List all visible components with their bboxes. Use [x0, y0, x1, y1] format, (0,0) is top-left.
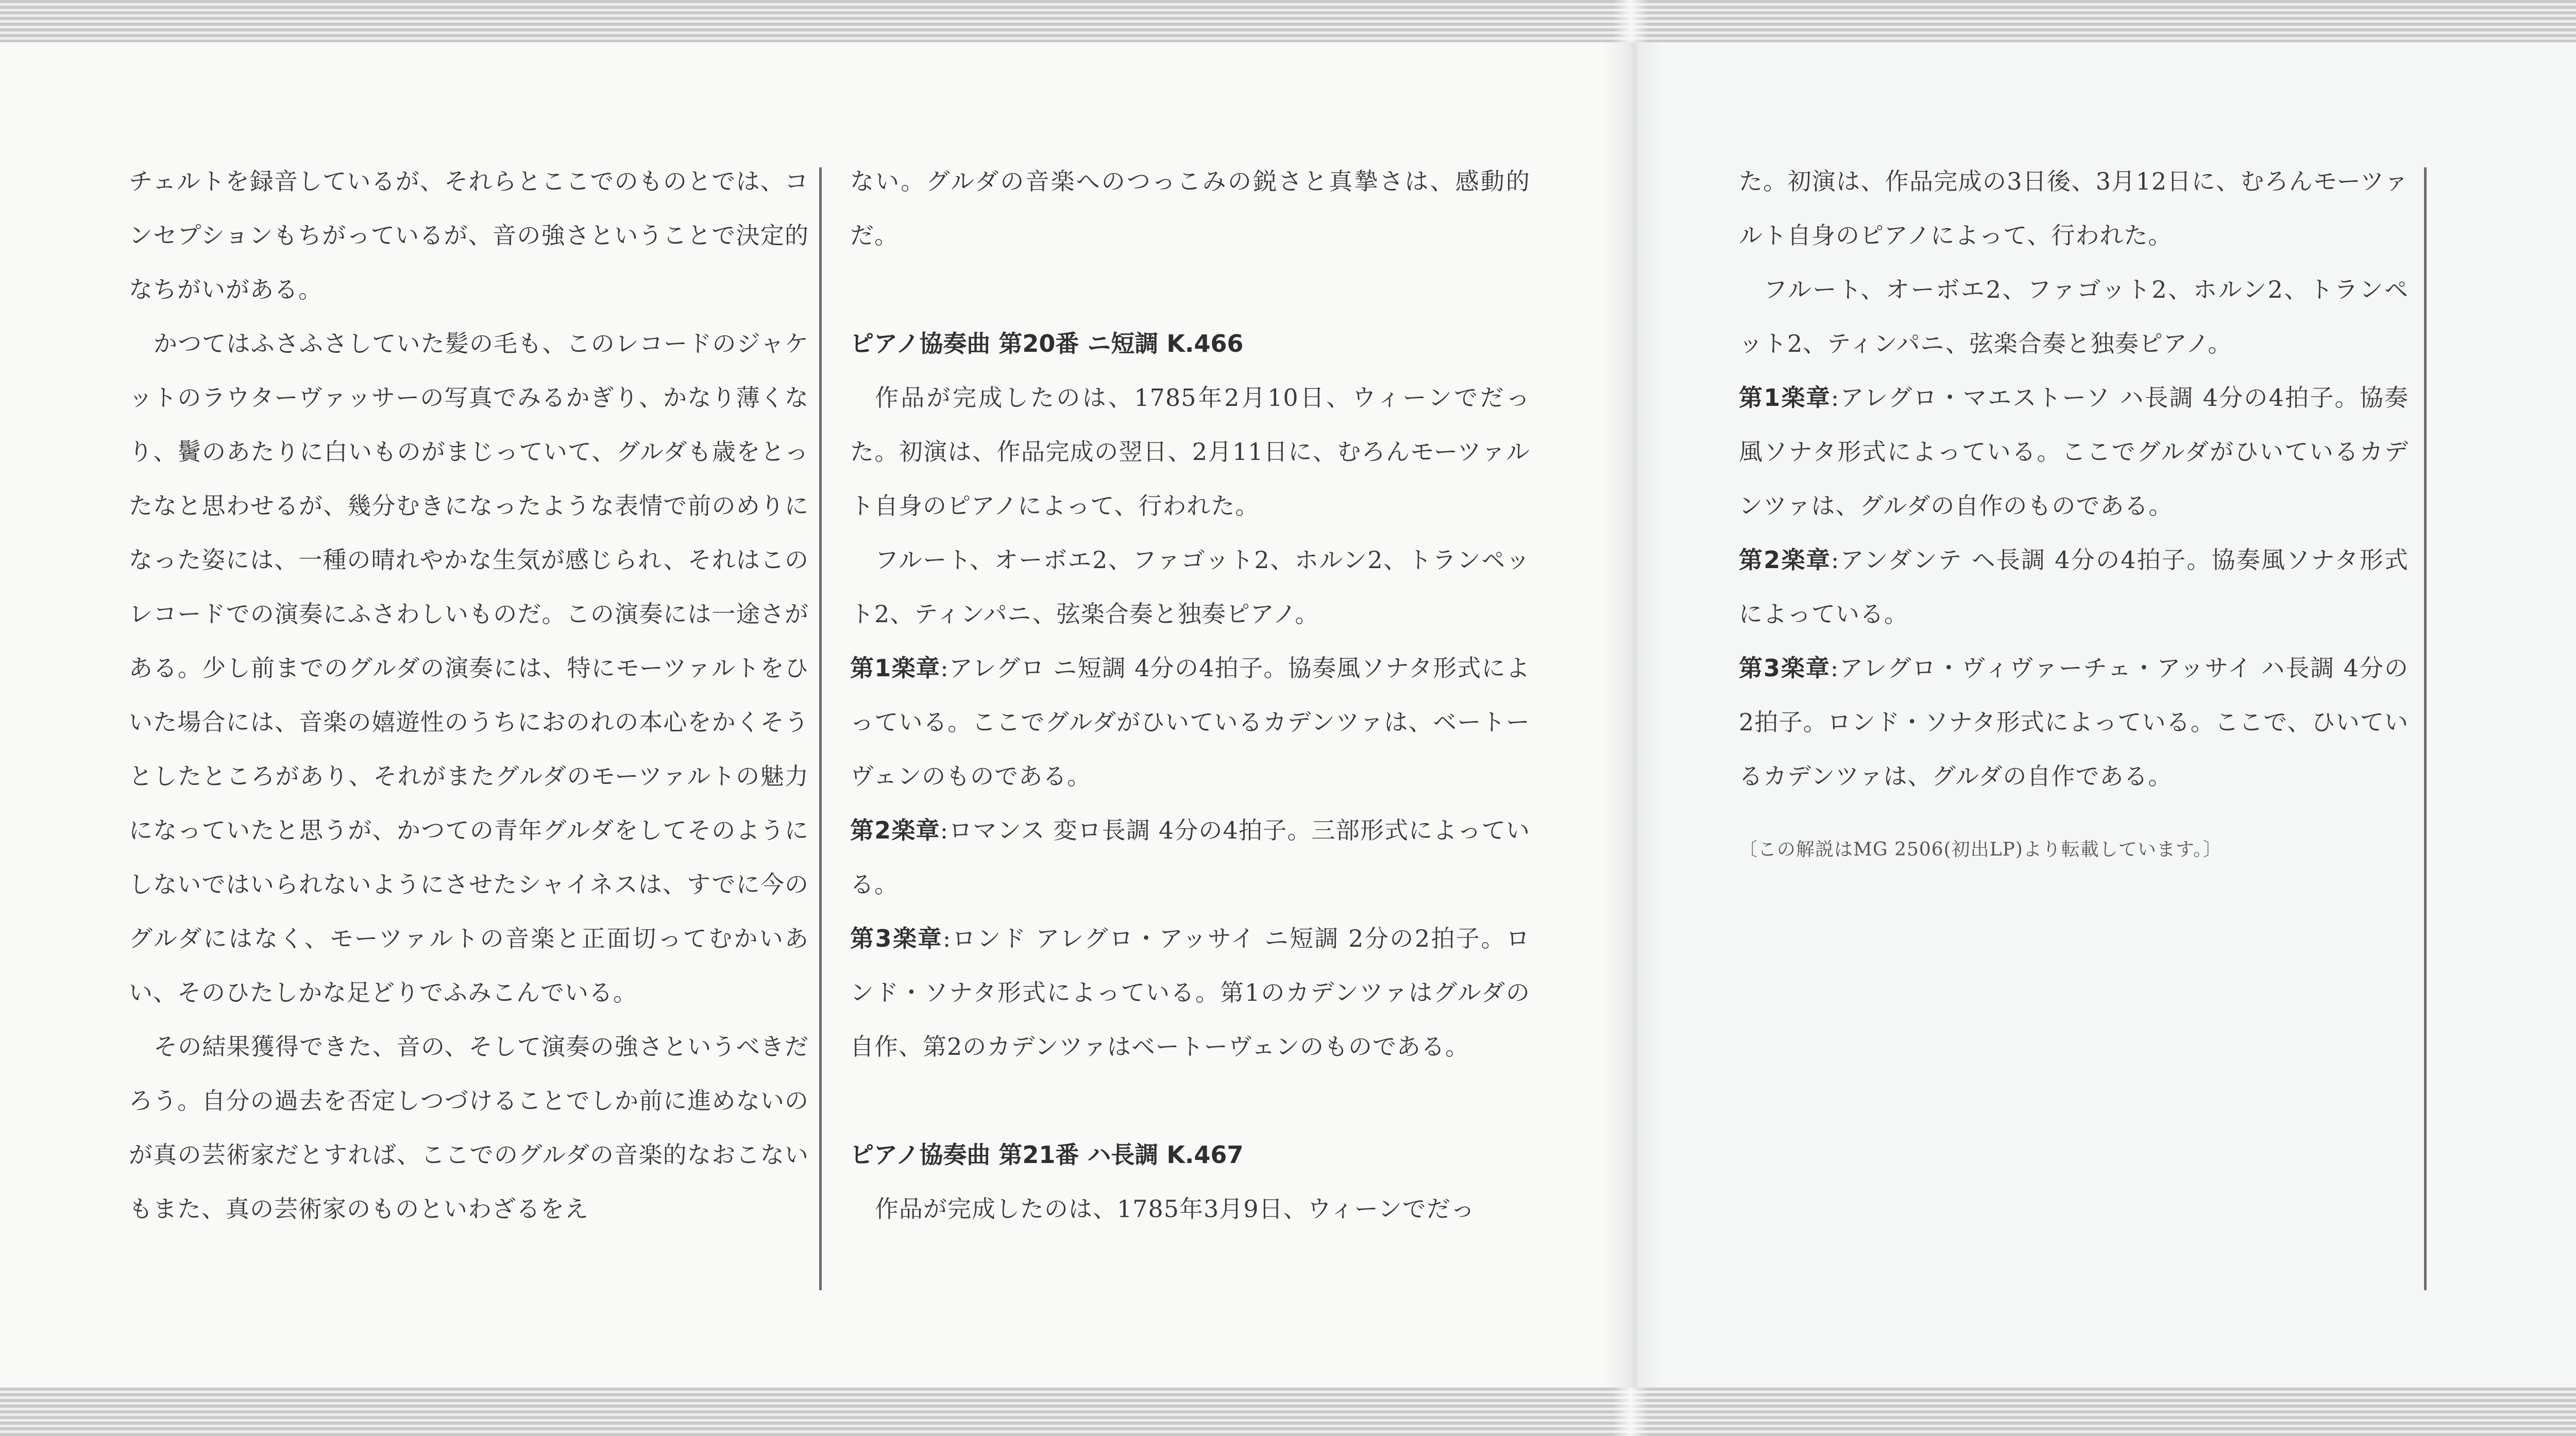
movement-text: :アンダンテ ヘ長調 4分の4拍子。協奏風ソナタ形式によっている。 — [1739, 546, 2409, 628]
movement-label: 第1楽章 — [850, 654, 941, 682]
movement-text: :アレグロ ニ短調 4分の4拍子。協奏風ソナタ形式によっている。ここでグルダがひいているカデンツァは、ベートーヴェンのものである。 — [850, 654, 1530, 790]
paragraph: チェルトを録音しているが、それらとここでのものとでは、コンセプションもちがっているが、音の強さということで決定的なちがいがある。 — [129, 167, 809, 303]
top-stripe-band — [0, 0, 2576, 42]
source-note: 〔この解説はMG 2506(初出LP)より転載しています。〕 — [1739, 839, 2223, 860]
instrumentation: フルート、オーボエ2、ファゴット2、ホルン2、トランペット2、ティンパニ、弦楽合奏と独奏ピアノ。 — [1739, 276, 2409, 357]
text-column-2 — [850, 155, 1530, 1236]
column-divider-left — [819, 167, 822, 1290]
movement-label: 第2楽章 — [1739, 546, 1832, 574]
bottom-stripe-band — [0, 1388, 2576, 1436]
text-column-3 — [1739, 155, 2409, 865]
movement-2 — [1739, 533, 2409, 641]
section-heading-k466: ピアノ協奏曲 第20番 ニ短調 K.466 — [850, 330, 1244, 357]
paragraph: ない。グルダの音楽へのつっこみの鋭さと真摯さは、感動的だ。 — [850, 167, 1530, 249]
movement-label: 第1楽章 — [1739, 384, 1831, 412]
movement-label: 第3楽章 — [1739, 654, 1831, 682]
movement-2 — [850, 804, 1530, 912]
paragraph: その結果獲得できた、音の、そして演奏の強さというべきだろう。自分の過去を否定しつづけることでしか前に進めないのが真の芸術家だとすれば、ここでのグルダの音楽的なおこないもまた、真の芸術家のものといわざるをえ — [129, 1033, 809, 1223]
binding-gutter — [1602, 0, 1664, 1436]
movement-label: 第2楽章 — [850, 816, 940, 844]
paragraph: かつてはふさふさしていた髪の毛も、このレコードのジャケットのラウターヴァッサーの写真でみるかぎり、かなり薄くなり、鬢のあたりに白いものがまじっていて、グルダも歳をとったなと思わせるが、幾分むきになったような表情で前のめりになった姿には、一種の晴れやかな生気が感じられ、それはこのレコードでの演奏にふさわしいものだ。この演奏には一途さがある。少し前までのグルダの演奏には、特にモーツァルトをひいた場合には、音楽の嬉遊性のうちにおのれの本心をかくそうとしたところがあり、それがまたグルダのモーツァルトの魅力になっていたと思うが、かつての青年グルダをしてそのようにしないではいられないようにさせたシャイネスは、すでに今のグルダにはなく、モーツァルトの音楽と正面切ってむかいあい、そのひたしかな足どりでふみこんでいる。 — [129, 330, 809, 1006]
section-heading-k467: ピアノ協奏曲 第21番 ハ長調 K.467 — [850, 1141, 1244, 1169]
movement-3 — [1739, 641, 2409, 804]
movement-1 — [1739, 371, 2409, 533]
movement-text: :ロマンス 変ロ長調 4分の4拍子。三部形式によっている。 — [850, 816, 1530, 898]
movement-text: :ロンド アレグロ・アッサイ ニ短調 2分の2拍子。ロンド・ソナタ形式によっている。第1のカデンツァはグルダの自作、第2のカデンツァはベートーヴェンのものである。 — [850, 925, 1530, 1061]
paragraph: 作品が完成したのは、1785年2月10日、ウィーンでだった。初演は、作品完成の翌日、2月11日に、むろんモーツァルト自身のピアノによって、行われた。 — [850, 384, 1530, 520]
column-divider-right — [2424, 167, 2427, 1290]
paragraph: た。初演は、作品完成の3日後、3月12日に、むろんモーツァルト自身のピアノによって、行われた。 — [1739, 167, 2409, 249]
instrumentation: フルート、オーボエ2、ファゴット2、ホルン2、トランペット2、ティンパニ、弦楽合奏と独奏ピアノ。 — [850, 546, 1530, 628]
text-column-1 — [129, 155, 809, 1236]
movement-text: :アレグロ・マエストーソ ハ長調 4分の4拍子。協奏風ソナタ形式によっている。ここでグルダがひいているカデンツァは、グルダの自作のものである。 — [1739, 384, 2409, 520]
movement-label: 第3楽章 — [850, 925, 943, 952]
movement-3 — [850, 912, 1530, 1074]
paragraph: 作品が完成したのは、1785年3月9日、ウィーンでだっ — [875, 1195, 1475, 1223]
movement-text: :アレグロ・ヴィヴァーチェ・アッサイ ハ長調 4分の2拍子。ロンド・ソナタ形式によっている。ここで、ひいているカデンツァは、グルダの自作である。 — [1739, 654, 2409, 790]
movement-1 — [850, 641, 1530, 804]
